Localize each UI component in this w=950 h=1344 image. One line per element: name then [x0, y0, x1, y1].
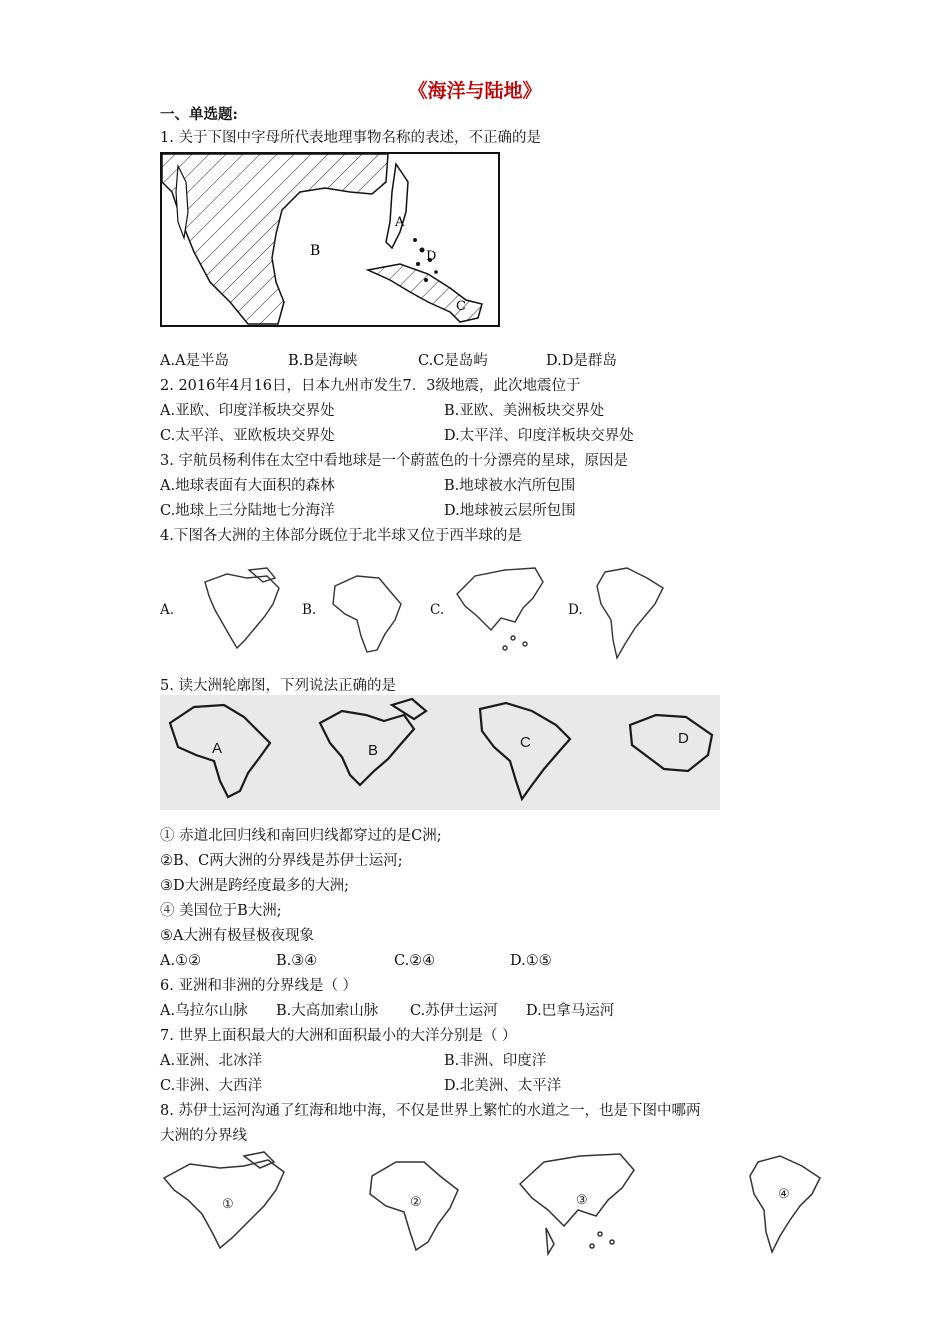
q1-stem: 1. 关于下图中字母所代表地理事物名称的表述，不正确的是 — [160, 130, 541, 146]
q4-stem: 4.下图各大洲的主体部分既位于北半球又位于西半球的是 — [160, 528, 522, 544]
q1-map-label-c: C — [456, 299, 466, 314]
q5-option-a: A.①② — [160, 953, 202, 969]
q7-stem: 7. 世界上面积最大的大洲和面积最小的大洋分别是（ ） — [160, 1028, 517, 1044]
q5-statement-4: ④ 美国位于B大洲; — [160, 903, 282, 919]
q5-statement-5: ⑤A大洲有极昼极夜现象 — [160, 928, 314, 944]
q8-stem-line2: 大洲的分界线 — [160, 1128, 247, 1144]
q2-option-c: C.太平洋、亚欧板块交界处 — [160, 428, 335, 444]
q4-label-a: A. — [160, 602, 175, 618]
q5-continents-figure — [160, 695, 720, 810]
q5-stem: 5. 读大洲轮廓图，下列说法正确的是 — [160, 678, 396, 694]
section-heading: 一、单选题: — [160, 106, 238, 123]
q5-statement-3: ③D大洲是跨经度最多的大洲; — [160, 878, 350, 894]
q6-option-a: A.乌拉尔山脉 — [160, 1003, 248, 1019]
q8-map-label-2: ② — [410, 1195, 422, 1210]
q4-asia-outline — [457, 568, 543, 630]
q4-south-america-outline — [597, 568, 663, 658]
q3-option-a: A.地球表面有大面积的森林 — [160, 478, 335, 494]
q5-option-b: B.③④ — [276, 953, 318, 969]
q6-stem: 6. 亚洲和非洲的分界线是（ ） — [160, 978, 358, 994]
q4-label-c: C. — [430, 602, 445, 618]
q8-map-label-1: ① — [222, 1197, 234, 1212]
q4-continents-figure — [175, 560, 675, 665]
q2-stem: 2. 2016年4月16日，日本九州市发生7．3级地震，此次地震位于 — [160, 378, 581, 394]
q7-option-d: D.北美洲、太平洋 — [444, 1078, 562, 1094]
q1-map-label-d: D — [426, 249, 437, 264]
q5-map-label-d: D — [678, 730, 689, 747]
q5-map-label-a: A — [212, 740, 223, 757]
q8-stem-line1: 8. 苏伊士运河沟通了红海和地中海，不仅是世界上繁忙的水道之一，也是下图中哪两 — [160, 1103, 701, 1119]
q5-option-d: D.①⑤ — [510, 953, 552, 969]
q8-south-america-outline — [750, 1156, 820, 1252]
q2-option-d: D.太平洋、印度洋板块交界处 — [444, 428, 634, 444]
q1-map-figure — [160, 152, 500, 327]
q1-map-label-b: B — [310, 243, 321, 259]
q6-option-b: B.大高加索山脉 — [276, 1003, 379, 1019]
q3-option-b: B.地球被水汽所包围 — [444, 478, 576, 494]
q8-asia-outline — [520, 1154, 634, 1226]
q1-option-b: B.B是海峡 — [288, 353, 358, 369]
q4-label-b: B. — [302, 602, 317, 618]
q1-option-a: A.A是半岛 — [160, 353, 230, 369]
q6-option-c: C.苏伊士运河 — [410, 1003, 498, 1019]
q6-option-d: D.巴拿马运河 — [526, 1003, 615, 1019]
q8-map-label-3: ③ — [576, 1193, 588, 1208]
q8-map-label-4: ④ — [778, 1187, 790, 1202]
q1-option-c: C.C是岛屿 — [418, 353, 488, 369]
q1-map-label-a: A — [395, 215, 405, 230]
q2-option-b: B.亚欧、美洲板块交界处 — [444, 403, 605, 419]
q4-north-america-outline — [205, 574, 279, 648]
q1-option-d: D.D是群岛 — [546, 353, 617, 369]
q2-option-a: A.亚欧、印度洋板块交界处 — [160, 403, 335, 419]
q5-map-label-c: C — [520, 734, 531, 751]
q3-option-d: D.地球被云层所包围 — [444, 503, 576, 519]
q7-option-c: C.非洲、大西洋 — [160, 1078, 263, 1094]
q7-option-a: A.亚洲、北冰洋 — [160, 1053, 263, 1069]
q5-statement-1: ① 赤道北回归线和南回归线都穿过的是C洲; — [160, 828, 442, 844]
q5-map-label-b: B — [368, 742, 379, 759]
q4-label-d: D. — [568, 602, 583, 618]
q7-option-b: B.非洲、印度洋 — [444, 1053, 547, 1069]
q8-continents-figure — [160, 1148, 825, 1263]
q5-option-c: C.②④ — [394, 953, 436, 969]
q5-statement-2: ②B、C两大洲的分界线是苏伊士运河; — [160, 853, 403, 869]
q4-africa-outline — [333, 576, 401, 652]
page-title: 《海洋与陆地》 — [408, 80, 542, 102]
q3-stem: 3. 宇航员杨利伟在太空中看地球是一个蔚蓝色的十分漂亮的星球，原因是 — [160, 453, 628, 469]
q3-option-c: C.地球上三分陆地七分海洋 — [160, 503, 335, 519]
